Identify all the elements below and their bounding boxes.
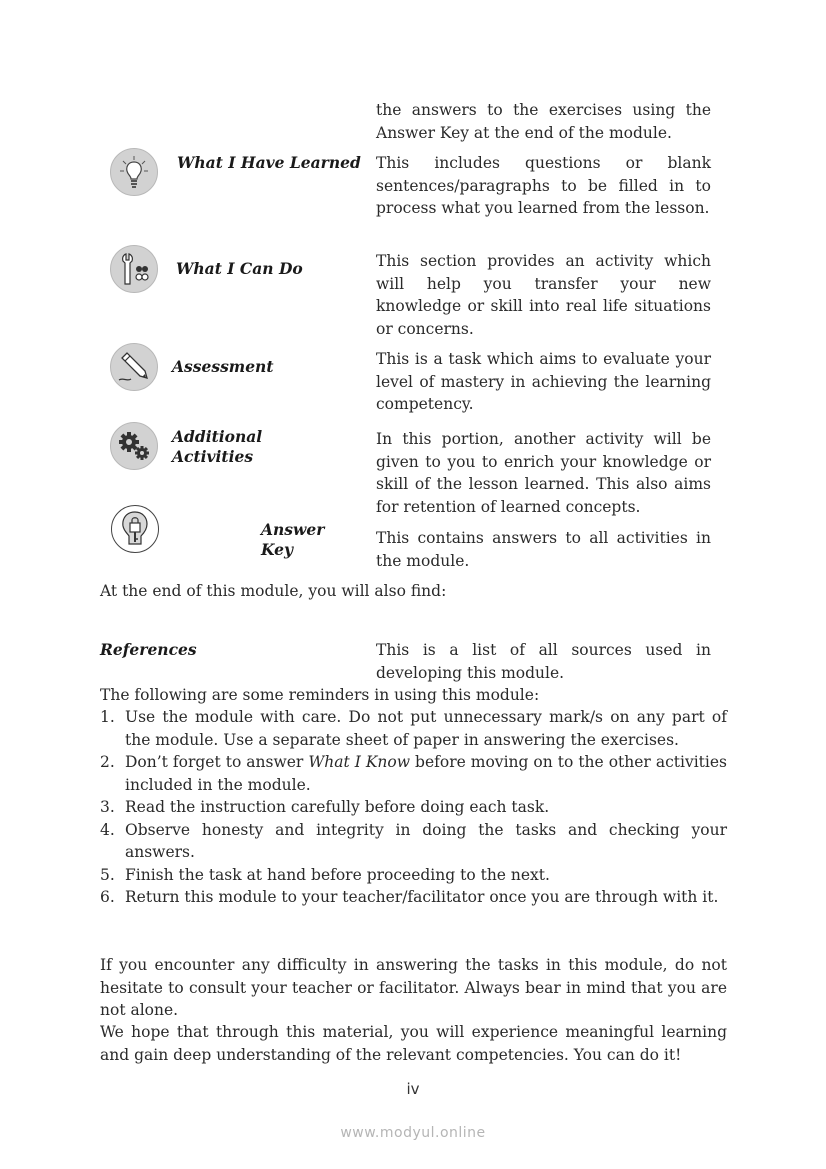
pencil-icon [110, 343, 158, 391]
section-label-answer-key: Answer Key [261, 520, 325, 559]
key-icon [111, 505, 159, 553]
section-description-what-i-have-learned: This includes questions or blank sentences/paragraphs to be filled in to process what you learned from the lesson. [376, 154, 711, 217]
reminders-intro: The following are some reminders in using this module: [100, 686, 540, 704]
closing-paragraph-2: We hope that through this material, you will experience meaningful learning and gain deep understanding of the relevant competencies. You can do it! [100, 1023, 727, 1064]
references-label: References [100, 640, 197, 659]
list-item: 1. Use the module with care. Do not put unnecessary mark/s on any part of the module. Use a separate sheet of paper in answering the exercises. [100, 708, 727, 749]
lightbulb-icon [110, 148, 158, 196]
section-description-what-i-can-do: This section provides an activity which will help you transfer your new knowledge or skill into real life situations or concerns. [376, 252, 711, 338]
closing-paragraph-1: If you encounter any difficulty in answering the tasks in this module, do not hesitate to consult your teacher or facilitator. Always bear in mind that you are not alone. [100, 956, 727, 1019]
section-description-additional-activities: In this portion, another activity will be given to you to enrich your knowledge or skill of the lesson learned. This also aims for retention of learned concepts. [376, 430, 711, 516]
gears-icon [110, 422, 158, 470]
page-number: iv [406, 1080, 420, 1098]
list-item: 6. Return this module to your teacher/facilitator once you are through with it. [100, 888, 719, 906]
section-description-answer-key: This contains answers to all activities in the module. [376, 529, 711, 570]
reminders-list [100, 706, 727, 909]
section-label-what-i-have-learned: What I Have Learned [177, 153, 361, 172]
continued-description: the answers to the exercises using the Answer Key at the end of the module. [376, 101, 711, 142]
list-item: 4. Observe honesty and integrity in doing the tasks and checking your answers. [100, 820, 727, 861]
section-description-assessment: This is a task which aims to evaluate your level of mastery in achieving the learning competency. [376, 350, 711, 413]
watermark: www.modyul.online [340, 1125, 486, 1141]
section-label-assessment: Assessment [172, 357, 274, 376]
tools-icon [110, 245, 158, 293]
what-i-know-emphasis: What I Know [308, 753, 411, 771]
list-item: 2. Don’t forget to answer What I Know before moving on to the other activities included in the module. [100, 753, 727, 794]
section-label-what-i-can-do: What I Can Do [176, 259, 303, 278]
end-of-module-intro: At the end of this module, you will also find: [100, 582, 447, 600]
section-label-additional-activities: Additional Activities [172, 427, 263, 466]
references-description: This is a list of all sources used in developing this module. [376, 641, 711, 682]
list-item: 3. Read the instruction carefully before doing each task. [100, 798, 550, 816]
list-item: 5. Finish the task at hand before proceeding to the next. [100, 865, 550, 884]
